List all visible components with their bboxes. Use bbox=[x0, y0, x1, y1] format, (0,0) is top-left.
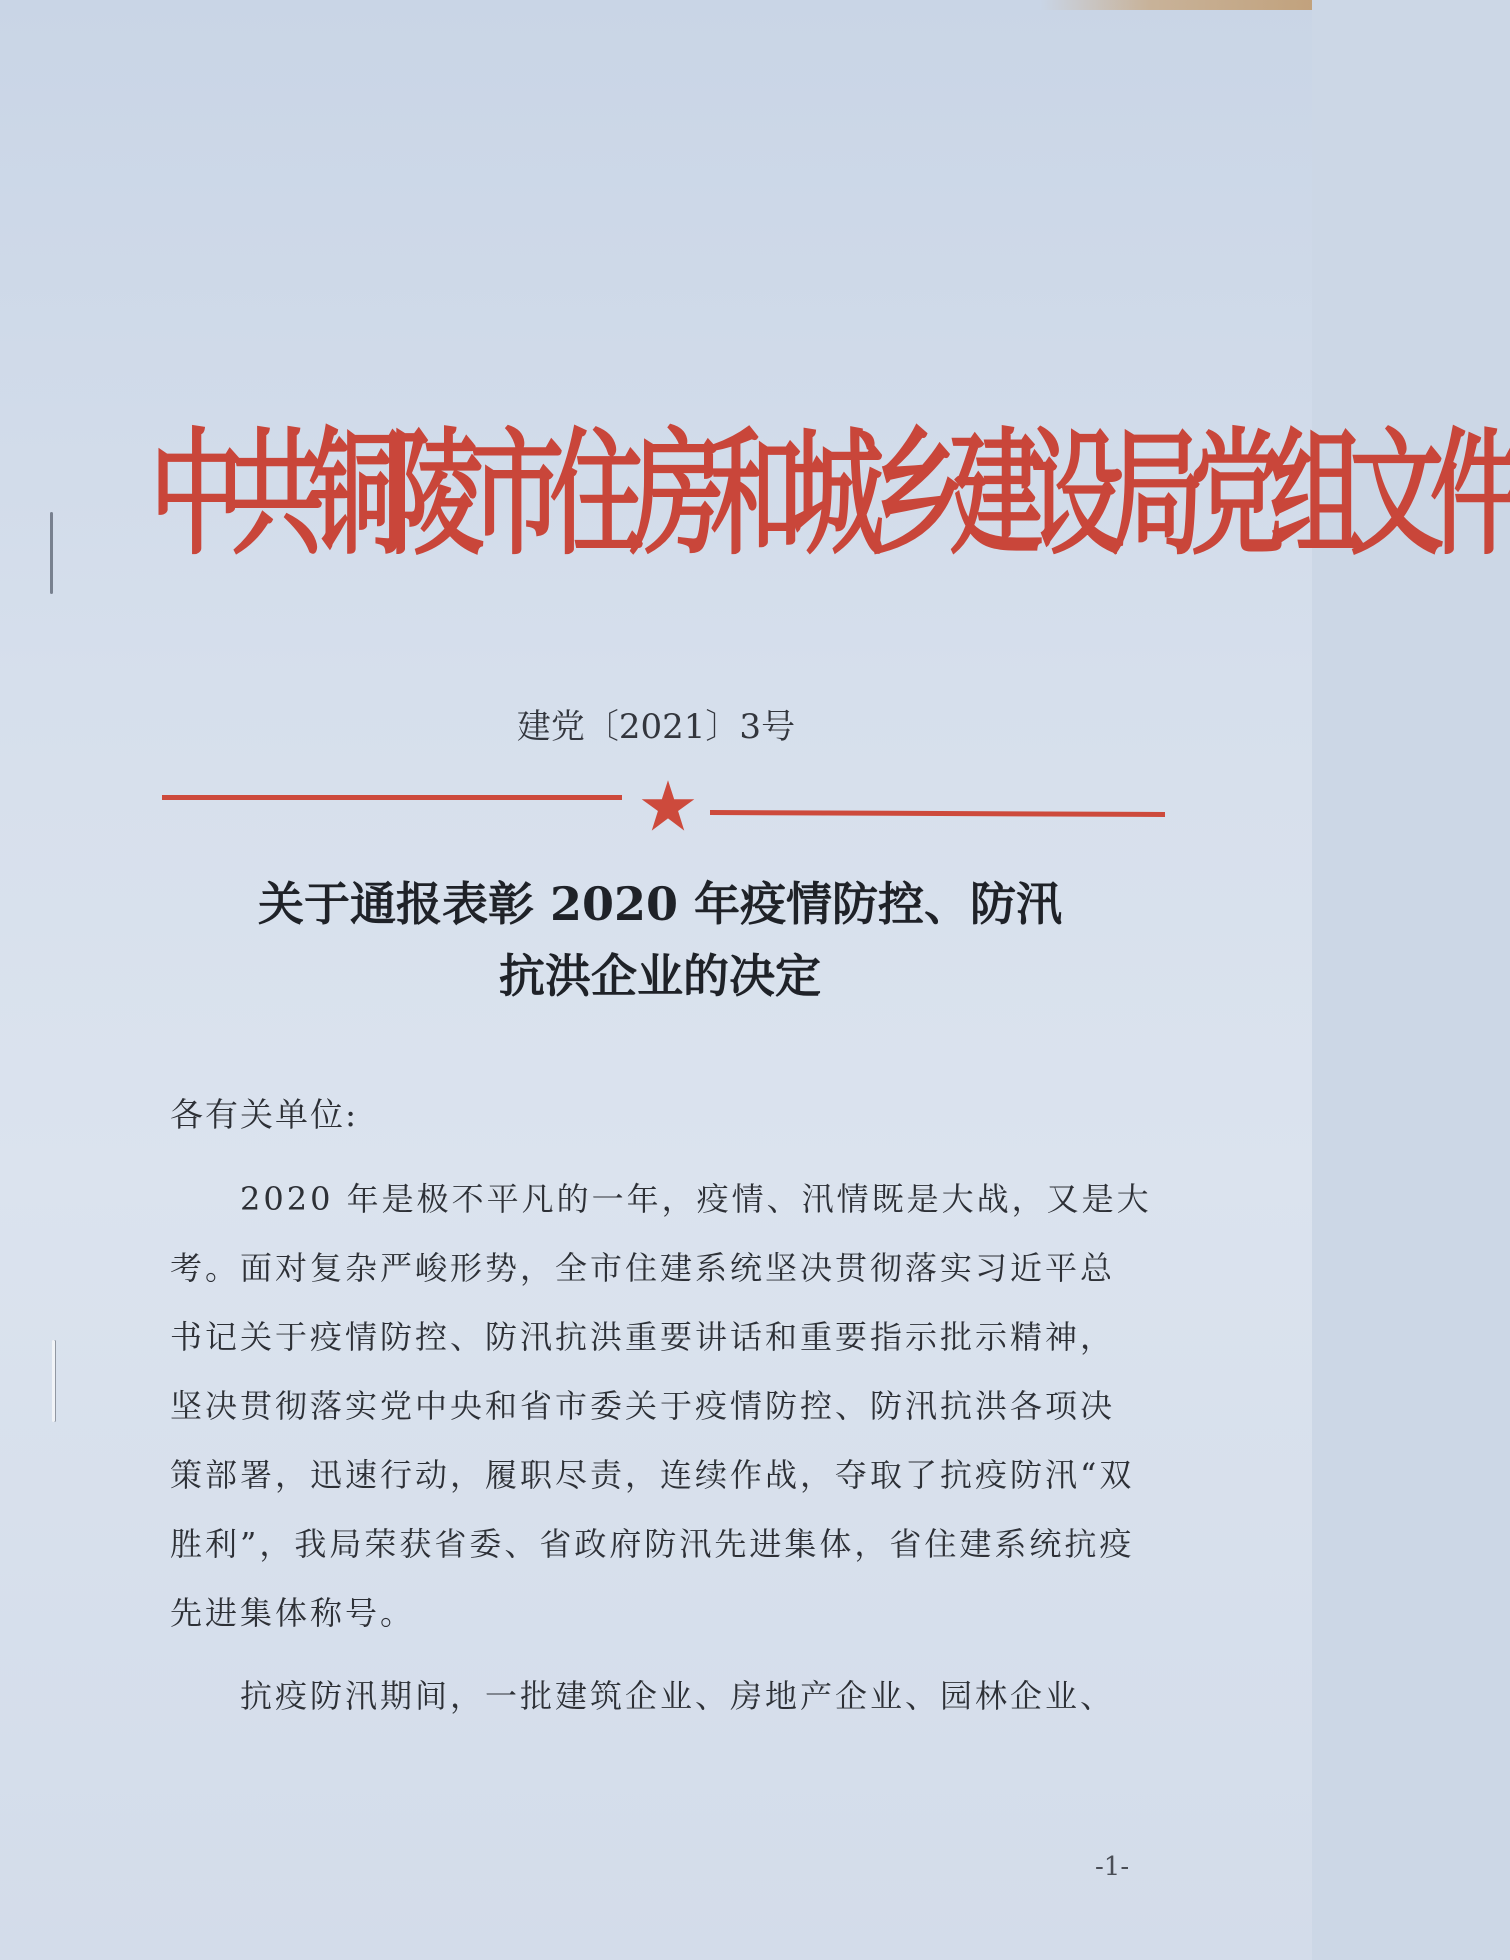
body-line: 2020 年是极不平凡的一年，疫情、汛情既是大战，又是大 bbox=[170, 1180, 1152, 1218]
title-line-1: 关于通报表彰 2020 年疫情防控、防汛 bbox=[257, 877, 1063, 931]
body-line: 先进集体称号。 bbox=[170, 1594, 416, 1632]
body-line: 抗疫防汛期间，一批建筑企业、房地产企业、园林企业、 bbox=[170, 1677, 1116, 1715]
red-star-icon bbox=[640, 778, 696, 834]
body-line: 考。面对复杂严峻形势，全市住建系统坚决贯彻落实习近平总 bbox=[170, 1249, 1116, 1287]
red-rule-left bbox=[162, 795, 622, 800]
binding-mark-top bbox=[50, 512, 53, 594]
body-line: 策部署，迅速行动，履职尽责，连续作战，夺取了抗疫防汛“双 bbox=[170, 1456, 1135, 1494]
masthead-title: 中共铜陵市住房和城乡建设局党组文件 bbox=[150, 415, 1510, 575]
document-number: 建党〔2021〕3号 bbox=[516, 707, 796, 747]
title-line-2: 抗洪企业的决定 bbox=[499, 949, 821, 1003]
body-line: 坚决贯彻落实党中央和省市委关于疫情防控、防汛抗洪各项决 bbox=[170, 1387, 1116, 1425]
red-rule-right bbox=[710, 810, 1165, 817]
document-title bbox=[160, 868, 1160, 1012]
salutation: 各有关单位: bbox=[170, 1095, 359, 1134]
body-line: 胜利”，我局荣获省委、省政府防汛先进集体，省住建系统抗疫 bbox=[170, 1525, 1135, 1563]
body-line: 书记关于疫情防控、防汛抗洪重要讲话和重要指示批示精神， bbox=[170, 1318, 1116, 1356]
body-text bbox=[170, 1165, 1152, 1731]
page-number: -1- bbox=[1095, 1852, 1130, 1882]
paper-top-edge bbox=[1040, 0, 1312, 10]
binding-mark-bottom bbox=[52, 1340, 55, 1422]
